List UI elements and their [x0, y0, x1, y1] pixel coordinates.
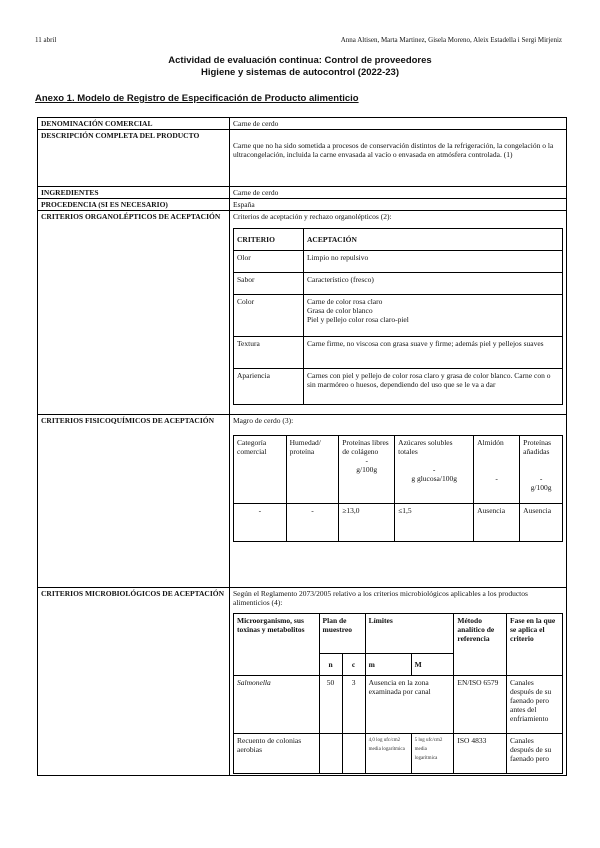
salmonella-metodo: EN/ISO 6579: [454, 676, 507, 734]
row-fisicoquimicos: [38, 415, 567, 588]
header-authors: Anna Altisen, Marta Martinez, Gisela Moreno, Aleix Estadella i Sergi Mirjeniz: [340, 36, 562, 44]
descripcion-cell: [230, 130, 567, 187]
ingredientes-label: INGREDIENTES: [38, 187, 230, 199]
organolepticos-table: [233, 228, 563, 405]
val-almidon: Ausencia: [474, 504, 520, 542]
criterio-apariencia: Apariencia: [234, 369, 304, 405]
procedencia-value: España: [230, 199, 567, 211]
denominacion-value: Carne de cerdo: [230, 118, 567, 130]
title-line-1: Actividad de evaluación continua: Control de proveedores: [168, 55, 432, 66]
aceptacion-textura: Carne firme, no viscosa con grasa suave y firme; además piel y pellejos suaves: [304, 337, 563, 369]
aerobias-metodo: ISO 4833: [454, 734, 507, 774]
val-proteinas-libres: ≥13,0: [339, 504, 395, 542]
aerobias-c: [342, 734, 365, 774]
fisicoquimicos-intro: Magro de cerdo (3):: [233, 416, 294, 425]
micro-row: [234, 676, 563, 734]
microbiologicos-label: CRITERIOS MICROBIOLÓGICOS DE ACEPTACIÓN: [38, 588, 230, 776]
val-categoria: -: [234, 504, 287, 542]
aerobias-M: 5 log ufc/cm2 media logarítmica: [411, 734, 454, 774]
organoleptic-row: [234, 337, 563, 369]
aceptacion-sabor: Característico (fresco): [304, 273, 563, 295]
hdr-M: M: [411, 654, 454, 676]
col-criterio: CRITERIO: [234, 229, 304, 251]
hdr-micro: Microorganismo, sus toxinas y metabolitos: [234, 614, 320, 676]
microbiologicos-table: [233, 613, 563, 774]
fisicoquimicos-values-row: [234, 504, 563, 542]
hdr-azucares: Azúcares solubles totales - g glucosa/100g: [395, 436, 474, 504]
hdr-humedad: Humedad/ proteína: [286, 436, 339, 504]
organoleptic-row: [234, 251, 563, 273]
microbiologicos-cell: [230, 588, 567, 776]
fisicoquimicos-cell: [230, 415, 567, 588]
specification-table: [37, 117, 567, 776]
criterio-color: Color: [234, 295, 304, 337]
micro-salmonella: Salmonella: [234, 676, 320, 734]
criterio-olor: Olor: [234, 251, 304, 273]
val-azucares: ≤1,5: [395, 504, 474, 542]
hdr-limites: Límites: [365, 614, 454, 654]
title-line-2: Higiene y sistemas de autocontrol (2022-23): [201, 67, 399, 78]
aceptacion-apariencia: Carnes con piel y pellejo de color rosa claro y grasa de color blanco. Carne con o sin marmóreo o huesos, dependiendo del uso que se le va a dar: [304, 369, 563, 405]
criterio-sabor: Sabor: [234, 273, 304, 295]
salmonella-n: 50: [319, 676, 342, 734]
unit-azucares: g glucosa/100g: [411, 474, 457, 483]
row-ingredientes: [38, 187, 567, 199]
salmonella-c: 3: [342, 676, 365, 734]
organoleptic-row: [234, 295, 563, 337]
organolepticos-label: CRITERIOS ORGANOLÉPTICOS DE ACEPTACIÓN: [38, 211, 230, 415]
col-aceptacion: ACEPTACIÓN: [304, 229, 563, 251]
aceptacion-olor: Limpio no repulsivo: [304, 251, 563, 273]
hdr-n: n: [319, 654, 342, 676]
aceptacion-color: Carne de color rosa claro Grasa de color blanco Piel y pellejo color rosa claro-piel: [304, 295, 563, 337]
organolepticos-intro: Criterios de aceptación y rechazo organolépticos (2):: [233, 212, 392, 221]
descripcion-label: DESCRIPCIÓN COMPLETA DEL PRODUCTO: [38, 130, 230, 187]
descripcion-value: Carne que no ha sido sometida a procesos de conservación distintos de la refrigeración, la congelación o la ultracongelación, incluida la carne envasada al vacío o envasada en atmósfera controlada. (1): [233, 141, 554, 159]
val-humedad: -: [286, 504, 339, 542]
row-procedencia: [38, 199, 567, 211]
hdr-metodo: Método analítico de referencia: [454, 614, 507, 676]
fisicoquimicos-label: CRITERIOS FISICOQUÍMICOS DE ACEPTACIÓN: [38, 415, 230, 588]
val-proteinas-anadidas: Ausencia: [520, 504, 563, 542]
hdr-m: m: [365, 654, 411, 676]
hdr-almidon: Almidón -: [474, 436, 520, 504]
row-organolepticos: [38, 211, 567, 415]
criterio-textura: Textura: [234, 337, 304, 369]
hdr-proteinas-anadidas: Proteínas añadidas - g/100g: [520, 436, 563, 504]
procedencia-label: PROCEDENCIA (SI ES NECESARIO): [38, 199, 230, 211]
header-date: 11 abril: [35, 36, 57, 44]
aerobias-n: [319, 734, 342, 774]
hdr-proteinas-libres: Proteínas libres de colágeno - g/100g: [339, 436, 395, 504]
organoleptic-row: [234, 273, 563, 295]
hdr-fase: Fase en la que se aplica el criterio: [507, 614, 563, 676]
fisicoquimicos-table: [233, 435, 563, 542]
row-microbiologicos: [38, 588, 567, 776]
hdr-plan: Plan de muestreo: [319, 614, 365, 654]
organoleptic-row: [234, 369, 563, 405]
aerobias-m: 4,0 log ufc/cm2 media logarítmica: [365, 734, 411, 774]
unit-proteinas-libres: g/100g: [356, 465, 378, 474]
annex-title: Anexo 1. Modelo de Registro de Especificación de Producto alimenticio: [35, 93, 359, 104]
row-descripcion: [38, 130, 567, 187]
salmonella-limite: Ausencia en la zona examinada por canal: [365, 676, 454, 734]
hdr-categoria: Categoría comercial: [234, 436, 287, 504]
hdr-c: c: [342, 654, 365, 676]
organolepticos-cell: [230, 211, 567, 415]
document-title: [0, 55, 600, 79]
salmonella-fase: Canales después de su faenado pero antes del enfriamiento: [507, 676, 563, 734]
micro-aerobias: Recuento de colonias aerobias: [234, 734, 320, 774]
unit-almidon: -: [495, 474, 498, 483]
ingredientes-value: Carne de cerdo: [230, 187, 567, 199]
aerobias-fase: Canales después de su faenado pero: [507, 734, 563, 774]
row-denominacion: [38, 118, 567, 130]
microbiologicos-intro: Según el Reglamento 2073/2005 relativo a los criterios microbiológicos aplicables a los productos alimenticios (4):: [233, 589, 528, 607]
denominacion-label: DENOMINACIÓN COMERCIAL: [38, 118, 230, 130]
unit-proteinas-anadidas: g/100g: [530, 483, 552, 492]
micro-row: [234, 734, 563, 774]
